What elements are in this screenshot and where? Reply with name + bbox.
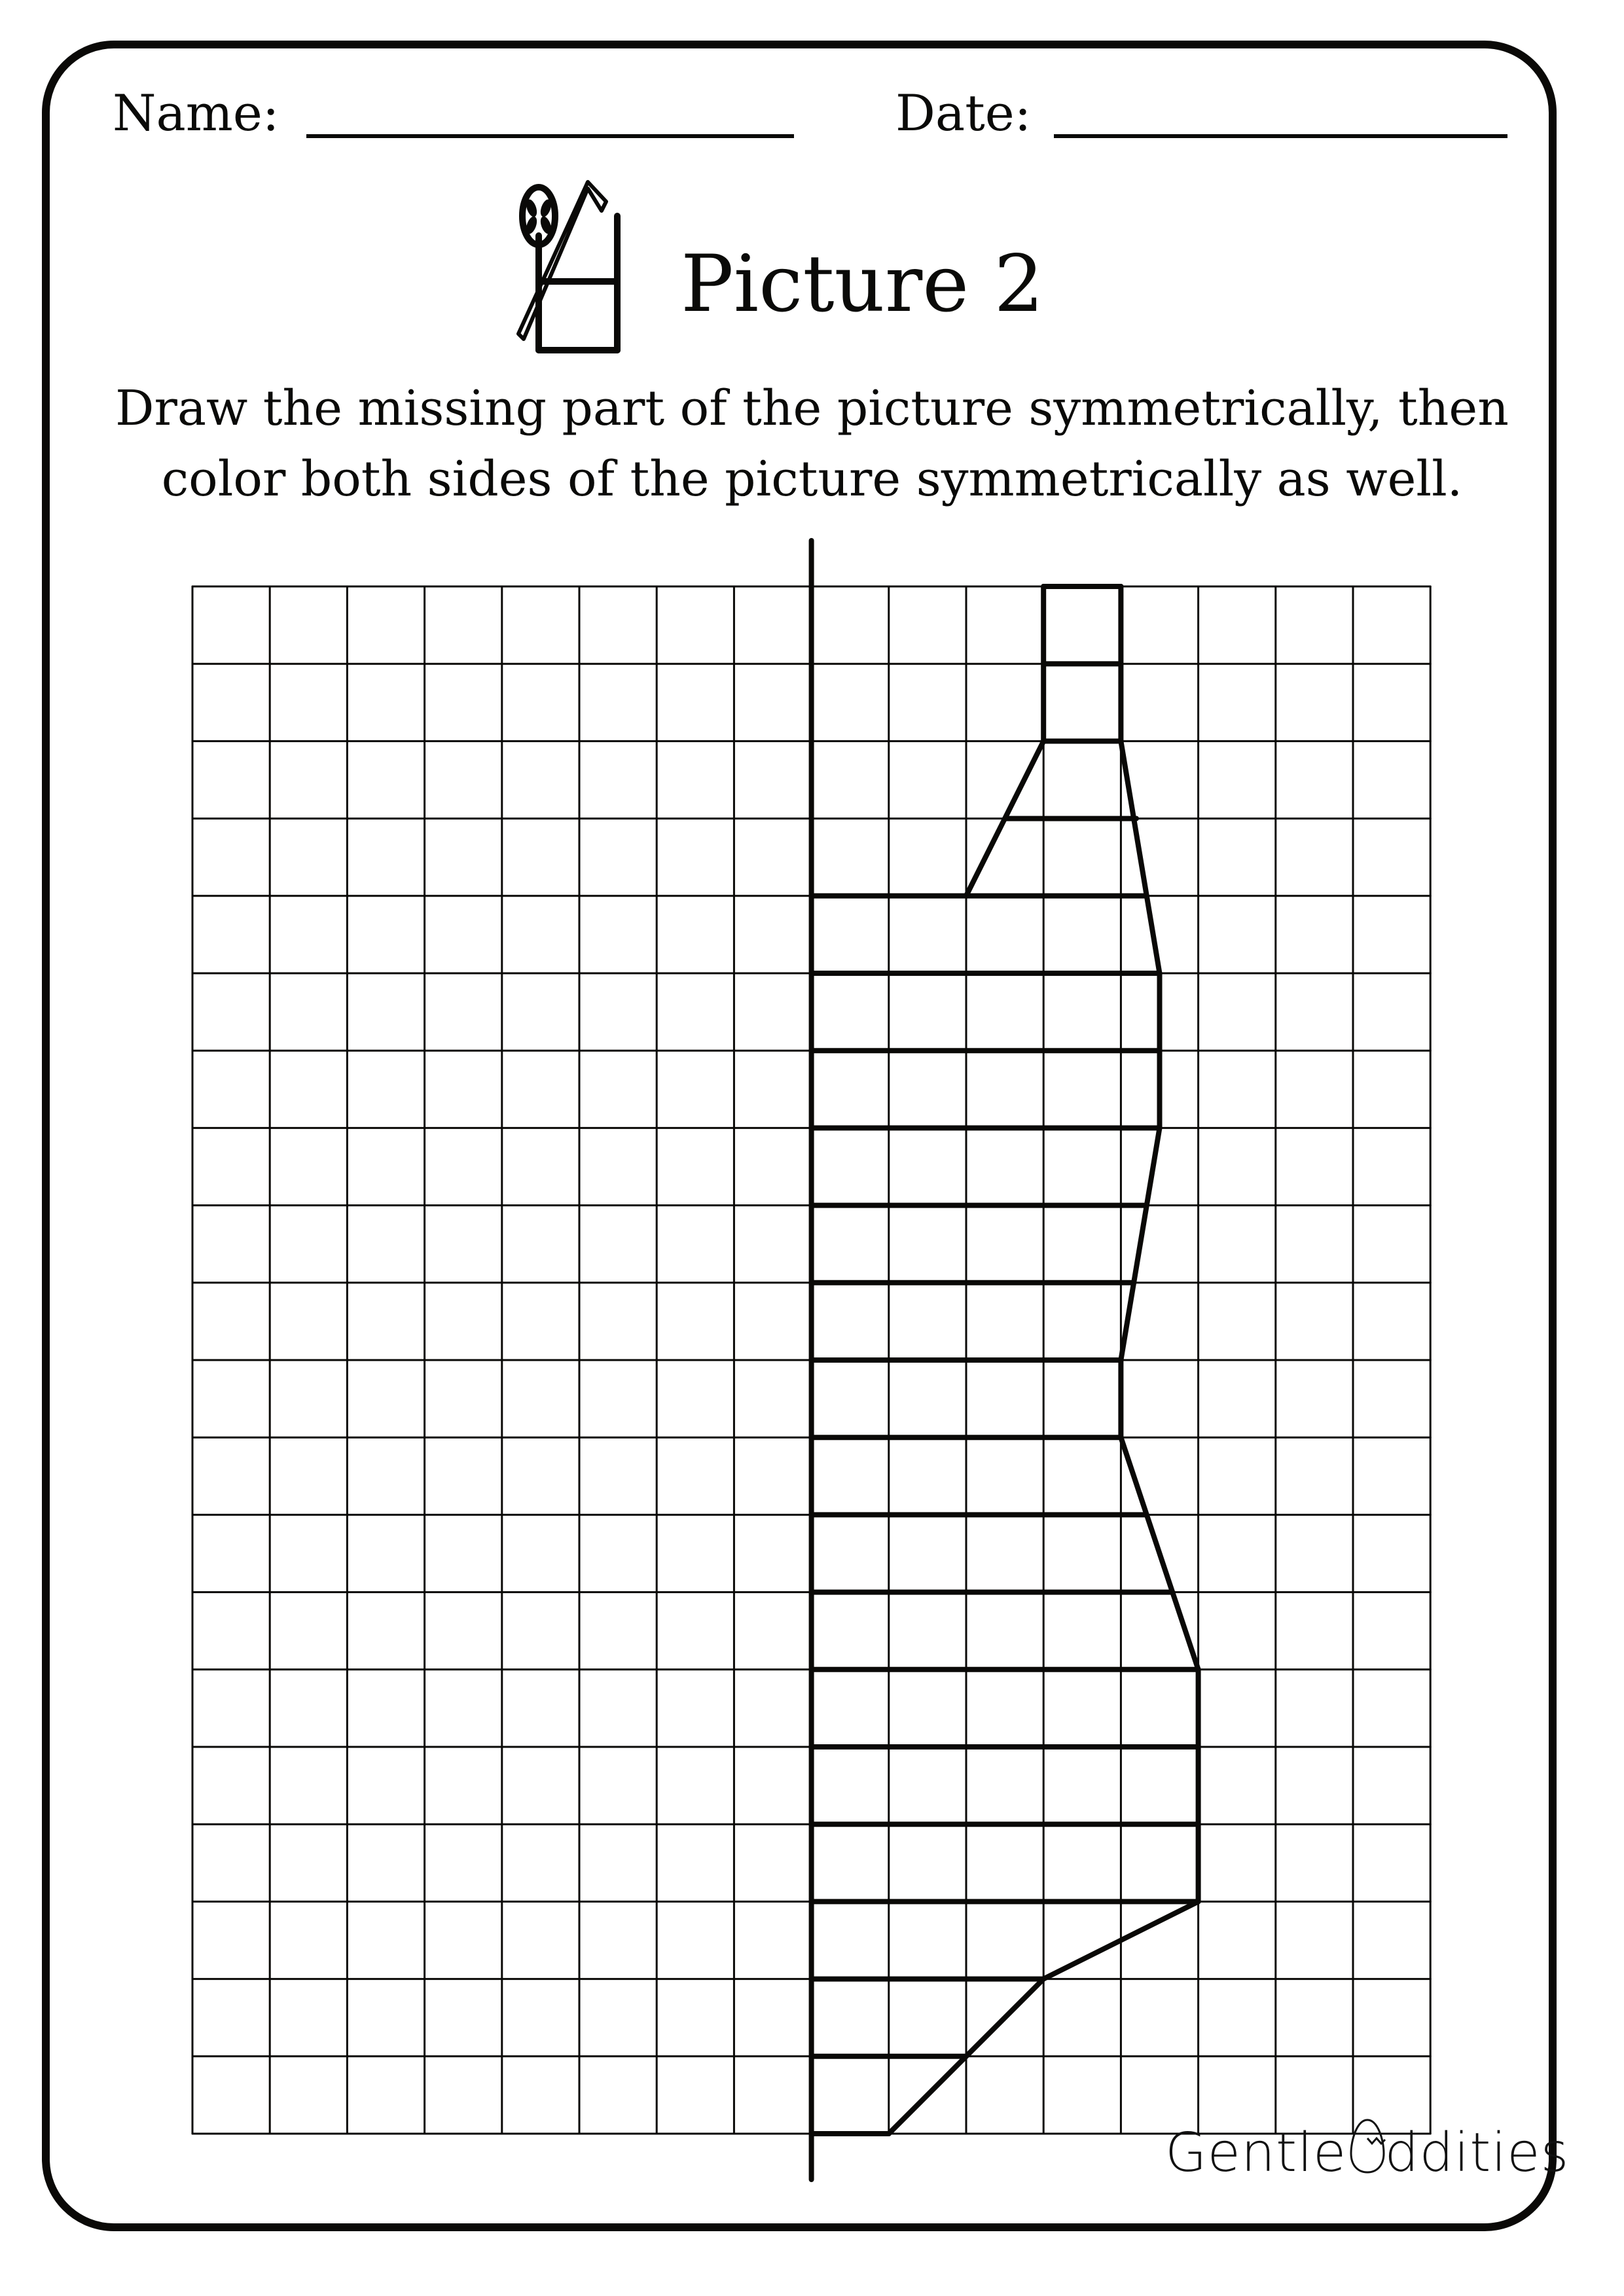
brand-suffix: ddities (1384, 2122, 1570, 2184)
cracked-egg-icon (1349, 2117, 1386, 2176)
brand-prefix: Gentle (1165, 2122, 1347, 2184)
name-label: Name: (113, 84, 280, 142)
brand-logo (1165, 2117, 1569, 2184)
shape-outline-right (1121, 1437, 1198, 1670)
shape-outline-right (1121, 1128, 1159, 1360)
date-label: Date: (895, 84, 1032, 142)
page-title: Picture 2 (681, 239, 1044, 330)
instructions-line-1: Draw the missing part of the picture symmetrically, then (115, 380, 1509, 437)
shape-outline-right (1121, 741, 1159, 973)
instructions-line-2: color both sides of the picture symmetrically as well. (161, 451, 1463, 507)
